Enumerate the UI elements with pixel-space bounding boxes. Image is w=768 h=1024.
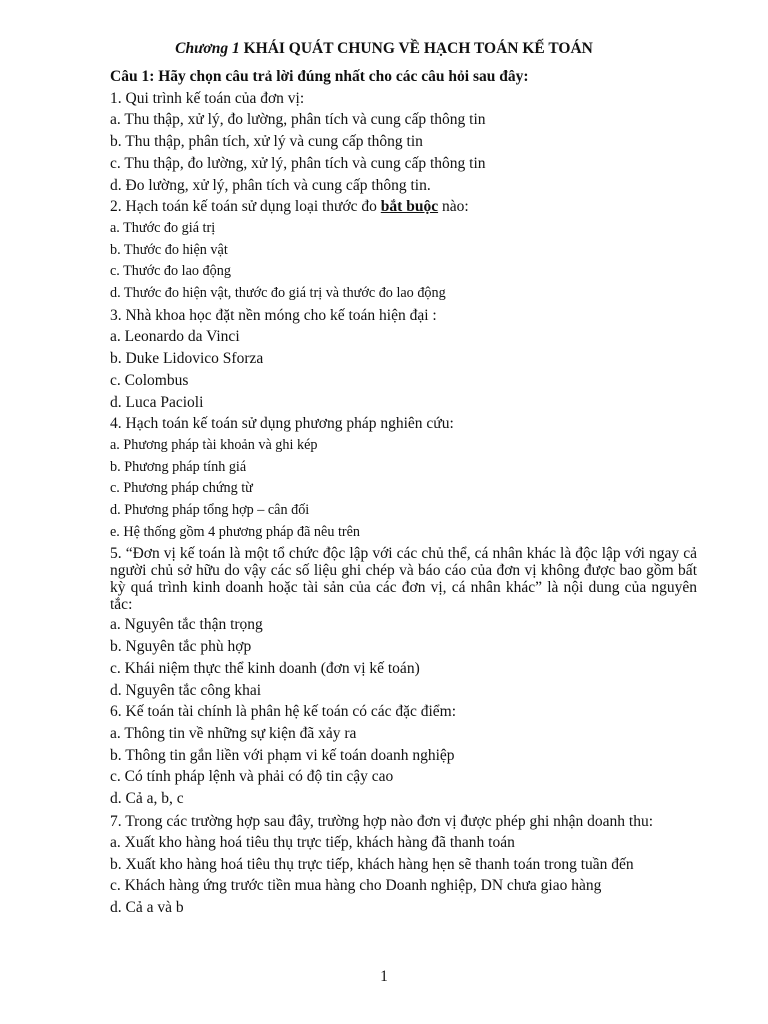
q7-option-c: c. Khách hàng ứng trước tiền mua hàng cho Doanh nghiệp, DN chưa giao hàng	[110, 877, 602, 895]
question-2	[110, 196, 697, 218]
question-content	[110, 66, 697, 919]
q7-option-d: d. Cả a và b	[110, 898, 184, 916]
q4-option-b: b. Phương pháp tính giá	[110, 458, 247, 475]
chapter-title	[0, 40, 768, 58]
q6-option-c: c. Có tính pháp lệnh và phải có độ tin cậy cao	[110, 768, 394, 786]
q2-text-before: 2. Hạch toán kế toán sử dụng loại thước đo	[110, 198, 381, 216]
q1-option-d: d. Đo lường, xử lý, phân tích và cung cấp thông tin.	[110, 176, 431, 194]
q4-option-c: c. Phương pháp chứng từ	[110, 480, 253, 497]
q3-option-c: c. Colombus	[110, 371, 189, 389]
q6-option-d: d. Cả a, b, c	[110, 790, 184, 808]
chapter-label: Chương 1	[175, 40, 240, 57]
q1-option-c: c. Thu thập, đo lường, xử lý, phân tích và cung cấp thông tin	[110, 154, 486, 172]
q6-option-b: b. Thông tin gắn liền với phạm vi kế toán doanh nghiệp	[110, 746, 455, 764]
instruction-heading: Câu 1: Hãy chọn câu trả lời đúng nhất cho các câu hỏi sau đây:	[110, 68, 529, 85]
q2-option-c: c. Thước đo lao động	[110, 263, 231, 280]
q2-option-d: d. Thước đo hiện vật, thước đo giá trị và thước đo lao động	[110, 285, 446, 302]
question-1: 1. Qui trình kế toán của đơn vị:	[110, 89, 305, 107]
q2-option-a: a. Thước đo giá trị	[110, 219, 216, 236]
chapter-title-text: KHÁI QUÁT CHUNG VỀ HẠCH TOÁN KẾ TOÁN	[243, 40, 593, 57]
q7-option-b: b. Xuất kho hàng hoá tiêu thụ trực tiếp, khách hàng hẹn sẽ thanh toán trong tuần đến	[110, 855, 634, 873]
q7-option-a: a. Xuất kho hàng hoá tiêu thụ trực tiếp, khách hàng đã thanh toán	[110, 833, 515, 851]
q1-option-a: a. Thu thập, xử lý, đo lường, phân tích và cung cấp thông tin	[110, 111, 486, 129]
q1-option-b: b. Thu thập, phân tích, xử lý và cung cấp thông tin	[110, 133, 423, 151]
page-number: 1	[380, 968, 388, 985]
q3-option-b: b. Duke Lidovico Sforza	[110, 350, 264, 368]
question-6: 6. Kế toán tài chính là phân hệ kế toán có các đặc điểm:	[110, 703, 457, 721]
question-3: 3. Nhà khoa học đặt nền móng cho kế toán hiện đại :	[110, 306, 437, 324]
q4-option-a: a. Phương pháp tài khoản và ghi kép	[110, 436, 318, 453]
q2-option-b: b. Thước đo hiện vật	[110, 241, 228, 258]
q5-option-c: c. Khái niệm thực thể kinh doanh (đơn vị kế toán)	[110, 659, 420, 677]
q5-option-d: d. Nguyên tắc công khai	[110, 681, 262, 699]
question-4: 4. Hạch toán kế toán sử dụng phương pháp nghiên cứu:	[110, 415, 454, 433]
q3-option-a: a. Leonardo da Vinci	[110, 328, 240, 346]
q4-option-d: d. Phương pháp tổng hợp – cân đối	[110, 502, 310, 519]
q5-option-a: a. Nguyên tắc thận trọng	[110, 616, 263, 634]
question-5: 5. “Đơn vị kế toán là một tổ chức độc lập với các chủ thể, cá nhân khác là độc lập với ngay cả người chủ sở hữu do vậy các số liệu ghi chép và báo cáo của đơn vị không được bao gồm bất kỳ quá trình kinh doanh hoặc tài sản của các đơn vị, cá nhân khác” là nội dung của nguyên tắc:	[110, 545, 697, 614]
q3-option-d: d. Luca Pacioli	[110, 393, 204, 411]
q2-text-after: nào:	[438, 198, 469, 216]
q4-option-e: e. Hệ thống gồm 4 phương pháp đã nêu trên	[110, 523, 361, 540]
q5-option-b: b. Nguyên tắc phù hợp	[110, 638, 252, 656]
question-7: 7. Trong các trường hợp sau đây, trường hợp nào đơn vị được phép ghi nhận doanh thu:	[110, 812, 654, 830]
q2-emphasis: bắt buộc	[380, 198, 439, 216]
q6-option-a: a. Thông tin về những sự kiện đã xảy ra	[110, 724, 357, 742]
